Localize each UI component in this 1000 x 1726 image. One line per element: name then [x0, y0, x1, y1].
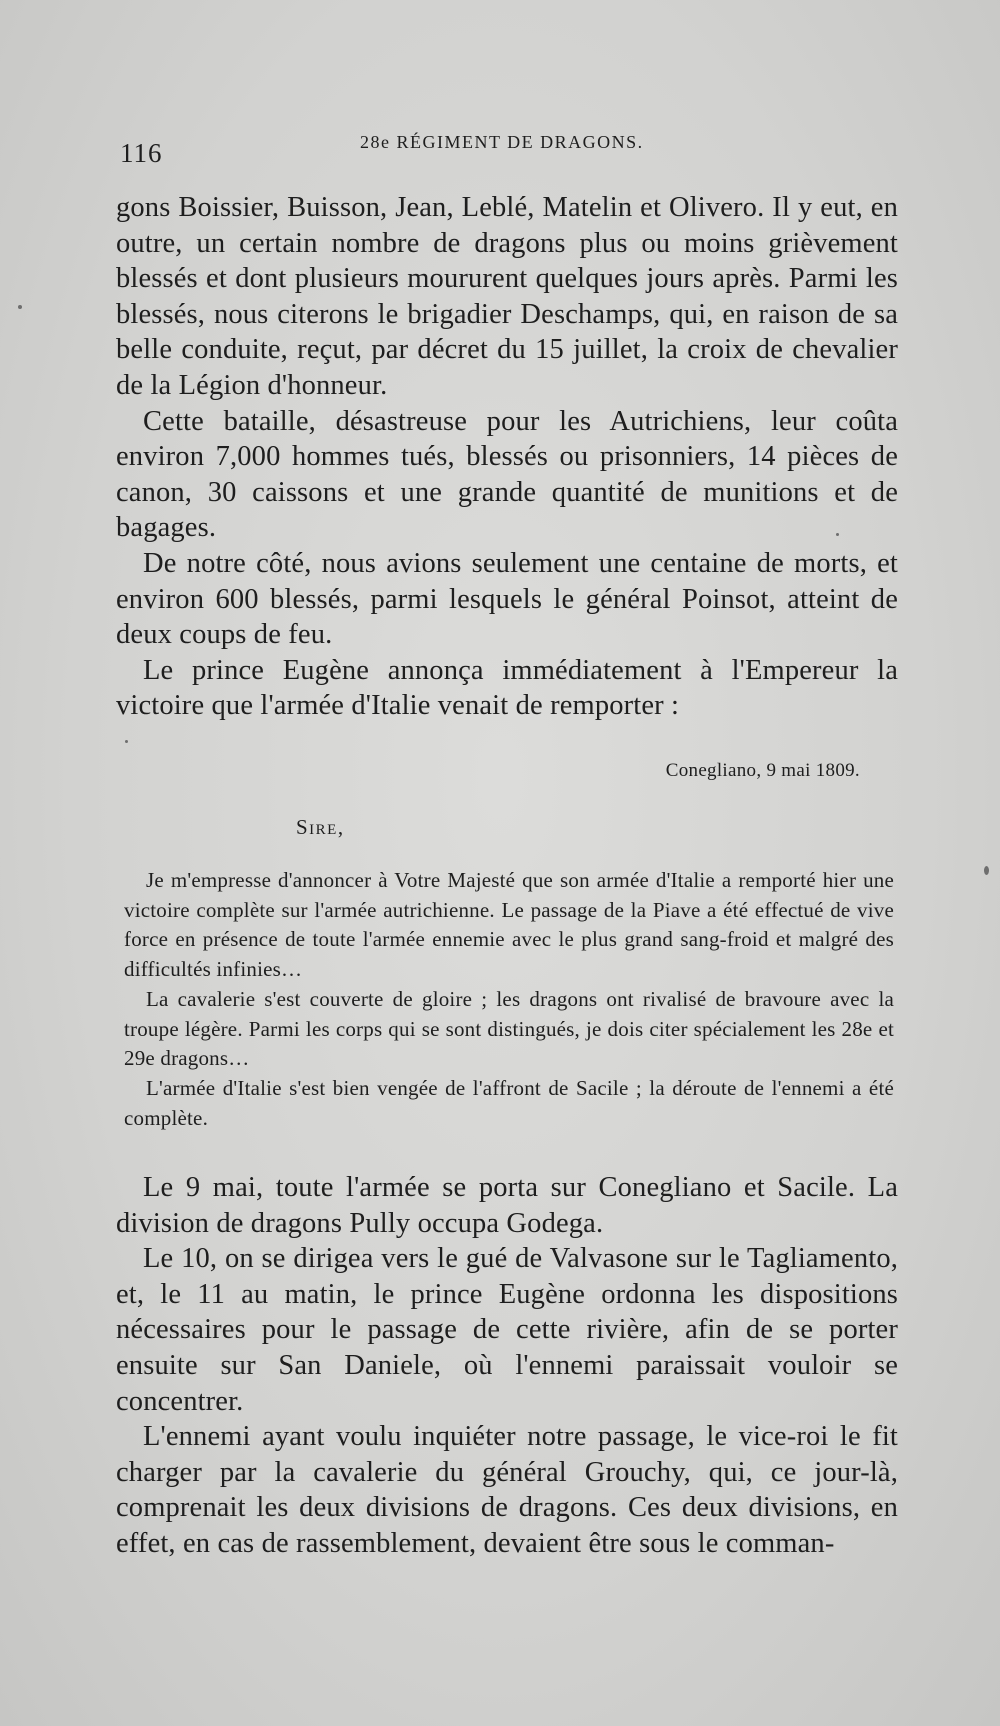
- quoted-letter: [124, 866, 894, 1133]
- narrative-before-letter: [116, 190, 898, 724]
- narrative-after-letter: [116, 1170, 898, 1562]
- paragraph: Cette bataille, désastreuse pour les Autrichiens, leur coûta environ 7,000 hommes tués, blessés ou prisonniers, 14 pièces de canon, 30 caissons et une grande quantité de munitions et de bagages.: [116, 405, 898, 544]
- paper-speck: [836, 533, 839, 536]
- letter-salutation: [296, 815, 345, 840]
- paper-speck: [984, 866, 989, 875]
- letter-paragraph: L'armée d'Italie s'est bien vengée de l'affront de Sacile ; la déroute de l'ennemi a été complète.: [124, 1075, 894, 1130]
- paragraph: De notre côté, nous avions seulement une centaine de morts, et environ 600 blessés, parmi lesquels le général Poinsot, atteint de deux coups de feu.: [116, 547, 898, 651]
- paragraph: gons Boissier, Buisson, Jean, Leblé, Matelin et Olivero. Il y eut, en outre, un certain nombre de dragons plus ou moins grièvement blessés et dont plusieurs moururent quelques jours après. Parmi les blessés, nous citerons le brigadier Deschamps, qui, en raison de sa belle conduite, reçut, par décret du 15 juillet, la croix de chevalier de la Légion d'honneur.: [116, 192, 898, 401]
- running-header: [120, 132, 900, 172]
- paper-speck: [125, 740, 128, 743]
- paragraph: Le prince Eugène annonça immédiatement à l'Empereur la victoire que l'armée d'Italie venait de remporter :: [116, 654, 898, 722]
- letter-paragraph: La cavalerie s'est couverte de gloire ; les dragons ont rivalisé de bravoure avec la troupe légère. Parmi les corps qui se sont distingués, je dois citer spécialement les 28e et 29e dragons…: [124, 986, 894, 1071]
- paper-speck: [18, 305, 22, 309]
- salutation-text: Sire,: [296, 815, 345, 839]
- letter-paragraph: Je m'empresse d'annoncer à Votre Majesté que son armée d'Italie a remporté hier une victoire complète sur l'armée autrichienne. Le passage de la Piave a été effectué de vive force en présence de toute l'armée ennemie avec le plus grand sang-froid et malgré des difficultés infinies…: [124, 868, 894, 982]
- letter-place-date: Conegliano, 9 mai 1809.: [665, 760, 860, 781]
- paragraph: Le 10, on se dirigea vers le gué de Valvasone sur le Tagliamento, et, le 11 au matin, le prince Eugène ordonna les dispositions nécessaires pour le passage de cette rivière, afin de se porter ensuite sur San Daniele, où l'ennemi paraissait vouloir se concentrer.: [116, 1243, 898, 1417]
- paragraph: Le 9 mai, toute l'armée se porta sur Conegliano et Sacile. La division de dragons Pully occupa Godega.: [116, 1172, 898, 1239]
- page-number: 116: [120, 138, 163, 168]
- paragraph: L'ennemi ayant voulu inquiéter notre passage, le vice-roi le fit charger par la cavalerie du général Grouchy, qui, ce jour-là, comprenait les deux divisions de dragons. Ces deux divisions, en effet, en cas de rassemblement, devaient être sous le comman-: [116, 1421, 898, 1559]
- running-title: 28e RÉGIMENT DE DRAGONS.: [360, 132, 644, 152]
